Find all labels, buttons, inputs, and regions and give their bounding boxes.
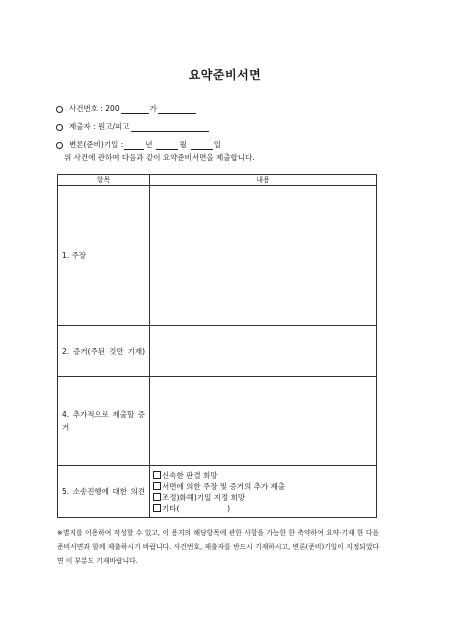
checkbox-icon[interactable] (153, 471, 161, 479)
case-number-mid: 가 (149, 104, 157, 113)
option-other[interactable] (150, 503, 376, 514)
hearing-date-row (56, 139, 221, 150)
date-day-unit: 일 (213, 140, 221, 149)
row-opinion-content (150, 466, 377, 518)
summary-table (57, 174, 377, 518)
date-month-blank[interactable] (156, 142, 178, 150)
row-additional-evidence-label: 4. 추가적으로 제출할 증거 (58, 377, 150, 466)
checkbox-icon[interactable] (153, 482, 161, 490)
option-additional-submission[interactable] (150, 481, 376, 492)
row-claim-label: 1. 주장 (58, 186, 150, 326)
option-quick-judgment[interactable] (150, 470, 376, 481)
hearing-date-label: 변론(준비)기일 : (69, 140, 124, 149)
case-number-blank[interactable] (158, 106, 196, 114)
row-evidence-content[interactable] (150, 326, 377, 377)
case-number-label: 사건번호 : 200 (69, 104, 120, 113)
option-label: 서면에 의한 주장 및 증거의 추가 제출 (162, 481, 285, 491)
circle-bullet-icon (56, 142, 63, 149)
row-additional-evidence-content[interactable] (150, 377, 377, 466)
date-year-unit: 년 (145, 140, 153, 149)
circle-bullet-icon (56, 124, 63, 131)
header-content: 내용 (150, 175, 377, 186)
header-item: 항목 (58, 175, 150, 186)
option-label: 기타( ) (162, 503, 231, 513)
row-evidence-label: 2. 증거(주된 것만 기재) (58, 326, 150, 377)
checkbox-icon[interactable] (153, 504, 161, 512)
row-opinion-label: 5. 소송진행에 대한 의견 (58, 466, 150, 518)
circle-bullet-icon (56, 106, 63, 113)
checkbox-icon[interactable] (153, 493, 161, 501)
option-label: 신속한 판결 희망 (162, 470, 218, 480)
case-year-blank[interactable] (121, 106, 149, 114)
intro-text: 위 사건에 관하여 다음과 같이 요약준비서면을 제출합니다. (64, 153, 255, 162)
date-day-blank[interactable] (191, 142, 213, 150)
case-number-row (56, 103, 197, 114)
option-label: 조정)화해)기일 지정 희망 (162, 492, 246, 502)
row-claim-content[interactable] (150, 186, 377, 326)
submitter-blank[interactable] (131, 124, 209, 132)
date-year-blank[interactable] (124, 142, 144, 150)
submitter-label: 제출자 : 원고/피고 (69, 122, 130, 131)
footnote: ※별지를 이용하여 작성할 수 있고, 이 용지의 해당항목에 관한 사항을 가능한 한 축약하여 요약·기재 한 다음 준비서면과 함께 제출하시기 바랍니다. 사건번호, 제출자를 반드시 기재하시고, 변론(준비)기일이 지정되었다면 이 부분도 기재바랍니다. (57, 529, 379, 565)
option-mediation-date[interactable] (150, 492, 376, 503)
submitter-row (56, 121, 210, 132)
date-month-unit: 월 (179, 140, 187, 149)
page-title: 요약준비서면 (188, 68, 262, 82)
